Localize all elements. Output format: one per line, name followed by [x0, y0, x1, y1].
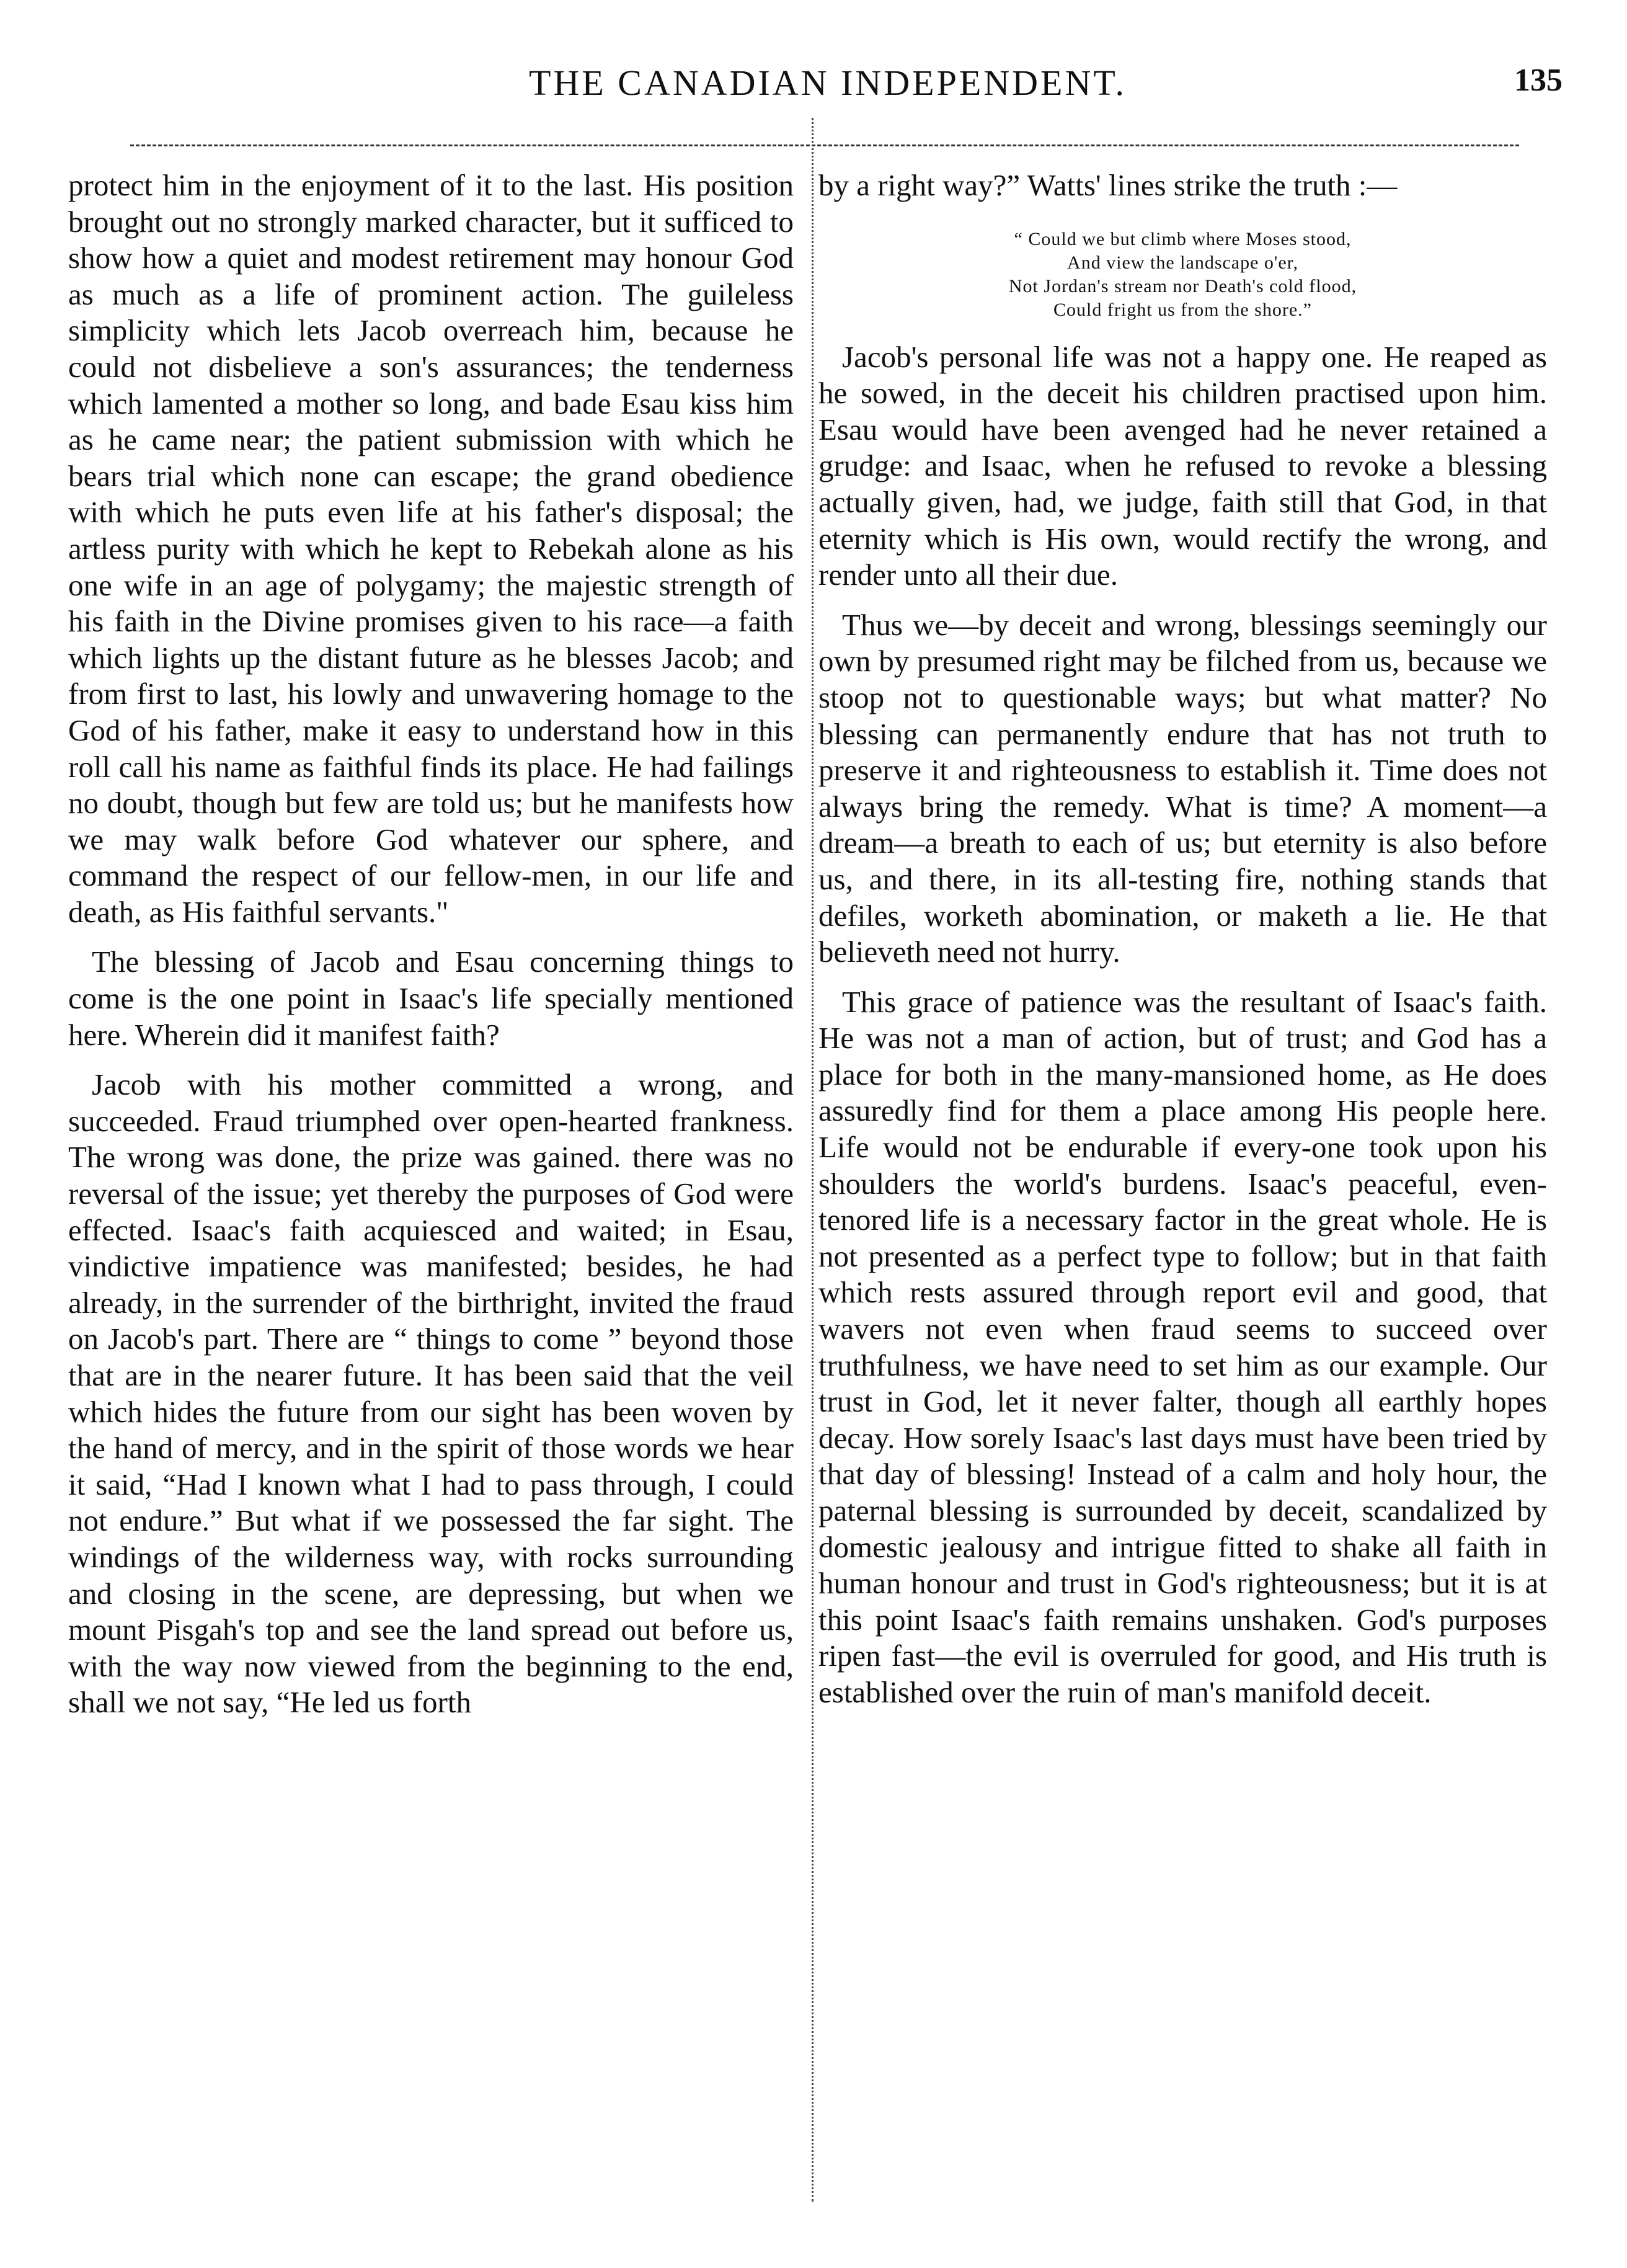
paragraph: This grace of patience was the resultant of Isaac's faith. He was not a man of action, but of trust; and God has a place for both in the many-mansioned home, as He does assuredly find for them a place among His people here. Life would not be endurable if every-one took upon his shoulders the world's burdens. Isaac's peaceful, even-tenored life is a necessary factor in the great whole. He is not presented as a perfect type to follow; but in that faith which rests assured through report evil and good, that wavers not even when fraud seems to succeed over truthfulness, we have need to set him as our example. Our trust in God, let it never falter, though all earthly hopes decay. How sorely Isaac's last days must have been tried by that day of blessing! Instead of a calm and holy hour, the paternal blessing is surrounded by deceit, scandalized by domestic jealousy and intrigue fitted to shake all faith in human honour and trust in God's righteousness; but it is at this point Isaac's faith remains unshaken. God's purposes ripen fast—the evil is overruled for good, and His truth is established over the ruin of man's manifold deceit. [818, 984, 1547, 1709]
paragraph: protect him in the enjoyment of it to the last. His position brought out no strongly marked character, but it sufficed to show how a quiet and modest retirement may honour God as much as a life of prominent action. The guileless simplicity which lets Jacob overreach him, because he could not disbelieve a son's assurances; the tenderness which lamented a mother so long, and bade Esau kiss him as he came near; the patient submission with which he bears trial which none can escape; the grand obedience with which he puts even life at his father's disposal; the artless purity with which he kept to Rebekah alone as his one wife in an age of polygamy; the majestic strength of his faith in the Divine promises given to his race—a faith which lights up the distant future as he blesses Jacob; and from first to last, his lowly and unwavering homage to the God of his father, make it easy to understand how in this roll call his name as faithful finds its place. He had failings no doubt, though but few are told us; but he manifests how we may walk before God whatever our sphere, and command the respect of our fellow-men, in our life and death, as His faithful servants." [68, 168, 794, 929]
verse-quote [818, 228, 1547, 322]
paragraph: The blessing of Jacob and Esau concerning things to come is the one point in Isaac's life specially mentioned here. Wherein did it manifest faith? [68, 945, 794, 1052]
verse-line: Could fright us from the shore.” [1053, 299, 1312, 320]
page-header [93, 50, 1563, 118]
page-number: 135 [1514, 63, 1563, 98]
verse-line: Not Jordan's stream nor Death's cold flood, [1008, 275, 1357, 296]
verse-line: “ Could we but climb where Moses stood, [1014, 228, 1352, 249]
verse-line: And view the landscape o'er, [1067, 252, 1298, 273]
column-divider [812, 118, 813, 2202]
paragraph: Jacob with his mother committed a wrong, and succeeded. Fraud triumphed over open-hearted frankness. The wrong was done, the prize was gained. there was no reversal of the issue; yet thereby the purposes of God were effected. Isaac's faith acquiesced and waited; in Esau, vindictive impatience was manifested; besides, he had already, in the surrender of the birthright, invited the fraud on Jacob's part. There are “ things to come ” beyond those that are in the nearer future. It has been said that the veil which hides the future from our sight has been woven by the hand of mercy, and in the spirit of those words we hear it said, “Had I known what I had to pass through, I could not endure.” But what if we possessed the far sight. The windings of the wilderness way, with rocks surrounding and closing in the scene, are depressing, but when we mount Pisgah's top and see the land spread out before us, with the way now viewed from the beginning to the end, shall we not say, “He led us forth [68, 1067, 794, 1720]
paragraph-intro: by a right way?” Watts' lines strike the truth :— [818, 168, 1398, 202]
right-column [818, 167, 1547, 1711]
paragraph: Thus we—by deceit and wrong, blessings seemingly our own by presumed right may be filched from us, because we stoop not to questionable ways; but what matter? No blessing can permanently endure that has not truth to preserve it and righteousness to establish it. Time does not always bring the remedy. What is time? A moment—a dream—a breath to each of us; but eternity is also before us, and there, in its all-testing fire, nothing stands that defiles, worketh abomination, or maketh a lie. He that believeth need not hurry. [818, 607, 1547, 969]
publication-title: THE CANADIAN INDEPENDENT. [529, 63, 1127, 103]
paragraph: Jacob's personal life was not a happy one. He reaped as he sowed, in the deceit his children practised upon him. Esau would have been avenged had he never retained a grudge: and Isaac, when he refused to revoke a blessing actually given, had, we judge, faith still that God, in that eternity which is His own, would rectify the wrong, and render unto all their due. [818, 339, 1547, 592]
header-rule [130, 145, 1519, 146]
left-column [68, 167, 794, 1721]
